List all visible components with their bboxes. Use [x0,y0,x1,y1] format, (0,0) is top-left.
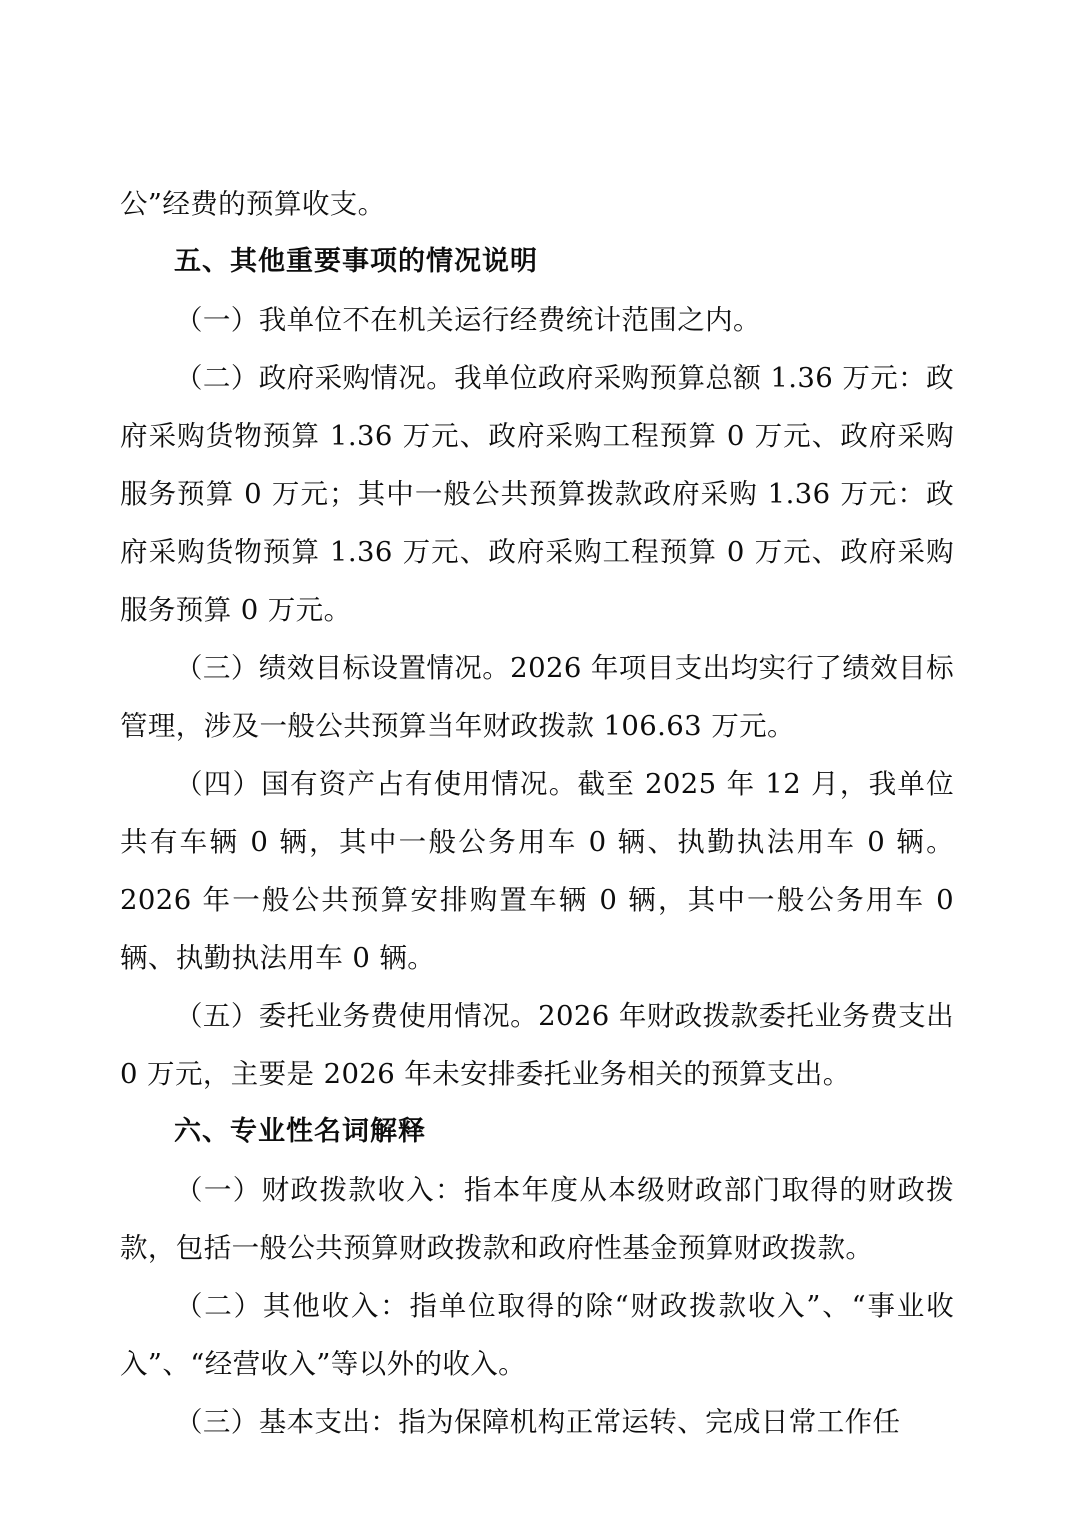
paragraph-6-1: （一）财政拨款收入：指本年度从本级财政部门取得的财政拨款，包括一般公共预算财政拨款和政府性基金预算财政拨款。 [120,1174,954,1264]
paragraph-5-2: （二）政府采购情况。我单位政府采购预算总额 1.36 万元：政府采购货物预算 1.36 万元、政府采购工程预算 0 万元、政府采购服务预算 0 万元；其中一般公共预算拨款政府采购 1.36 万元：政府采购货物预算 1.36 万元、政府采购工程预算 0 万元、政府采购服务预算 0 万元。 [120,362,954,626]
paragraph-6-3: （三）基本支出：指为保障机构正常运转、完成日常工作任 [175,1406,901,1438]
paragraph-continued: 公”经费的预算收支。 [120,188,386,220]
section-heading-six: 六、专业性名词解释 [174,1116,426,1147]
paragraph-6-2: （二）其他收入：指单位取得的除“财政拨款收入”、“事业收入”、“经营收入”等以外的收入。 [120,1290,954,1380]
document-body [120,175,954,1451]
paragraph-5-5: （五）委托业务费使用情况。2026 年财政拨款委托业务费支出 0 万元，主要是 2026 年未安排委托业务相关的预算支出。 [120,1000,954,1090]
paragraph-5-3: （三）绩效目标设置情况。2026 年项目支出均实行了绩效目标管理，涉及一般公共预算当年财政拨款 106.63 万元。 [120,652,954,742]
paragraph-5-4: （四）国有资产占有使用情况。截至 2025 年 12 月，我单位共有车辆 0 辆，其中一般公务用车 0 辆、执勤执法用车 0 辆。2026 年一般公共预算安排购置车辆 0 辆，其中一般公务用车 0 辆、执勤执法用车 0 辆。 [120,768,954,974]
paragraph-5-1: （一）我单位不在机关运行经费统计范围之内。 [175,304,761,336]
section-heading-five: 五、其他重要事项的情况说明 [174,246,538,277]
